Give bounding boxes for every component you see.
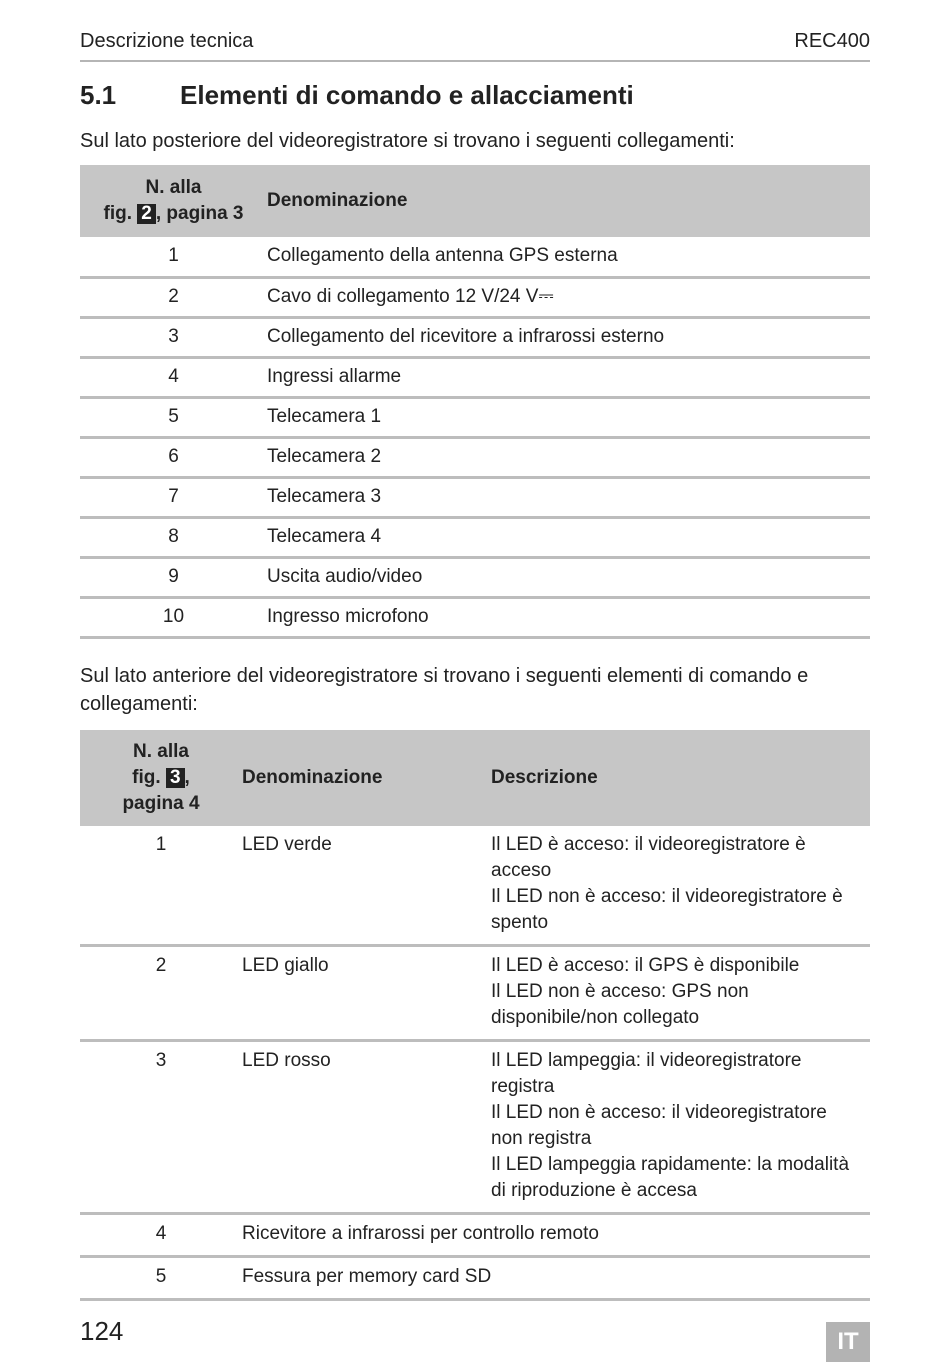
row-number: 2 bbox=[80, 946, 242, 1041]
col-header-number: N. alla fig. 3 , pagina 4 bbox=[80, 730, 242, 826]
table-row bbox=[80, 477, 870, 517]
table-row bbox=[80, 1041, 870, 1214]
col-header-description: Descrizione bbox=[491, 730, 870, 826]
table-row bbox=[80, 1257, 870, 1300]
row-number: 5 bbox=[80, 397, 267, 437]
row-number: 9 bbox=[80, 557, 267, 597]
row-name: Fessura per memory card SD bbox=[242, 1257, 870, 1300]
table-row bbox=[80, 237, 870, 277]
row-number: 7 bbox=[80, 477, 267, 517]
rear-connections-table bbox=[80, 165, 870, 639]
row-name: Telecamera 3 bbox=[267, 477, 870, 517]
row-name: Telecamera 2 bbox=[267, 437, 870, 477]
row-number: 8 bbox=[80, 517, 267, 557]
front-controls-table bbox=[80, 730, 870, 1301]
row-number: 5 bbox=[80, 1257, 242, 1300]
running-header-right: REC400 bbox=[794, 30, 870, 52]
row-number: 3 bbox=[80, 1041, 242, 1214]
col-header-name: Denominazione bbox=[267, 165, 870, 237]
row-name: Telecamera 1 bbox=[267, 397, 870, 437]
table-row bbox=[80, 437, 870, 477]
row-number: 4 bbox=[80, 357, 267, 397]
description-line: Il LED lampeggia: il videoregistratore registra bbox=[491, 1050, 802, 1097]
row-description bbox=[491, 826, 870, 946]
row-name: Ingressi allarme bbox=[267, 357, 870, 397]
table-row bbox=[80, 317, 870, 357]
row-description bbox=[491, 946, 870, 1041]
description-line: Il LED non è acceso: GPS non disponibile/non collegato bbox=[491, 981, 749, 1028]
description-line: Il LED non è acceso: il videoregistratore è spento bbox=[491, 886, 843, 933]
row-number: 2 bbox=[80, 277, 267, 317]
row-name: LED rosso bbox=[242, 1041, 491, 1214]
row-description bbox=[491, 1041, 870, 1214]
row-name: Collegamento della antenna GPS esterna bbox=[267, 237, 870, 277]
figure-badge: 2 bbox=[137, 204, 156, 224]
table-row bbox=[80, 517, 870, 557]
intro-rear: Sul lato posteriore del videoregistratore si trovano i seguenti collegamenti: bbox=[80, 130, 735, 152]
description-line: Il LED è acceso: il GPS è disponibile bbox=[491, 955, 800, 976]
row-number: 3 bbox=[80, 317, 267, 357]
row-name: Telecamera 4 bbox=[267, 517, 870, 557]
table-row bbox=[80, 557, 870, 597]
language-badge: IT bbox=[826, 1322, 870, 1362]
table-row bbox=[80, 597, 870, 637]
col-header-name: Denominazione bbox=[242, 730, 491, 826]
intro-front: Sul lato anteriore del videoregistratore si trovano i seguenti elementi di comando e collegamenti: bbox=[80, 665, 809, 715]
description-line: Il LED lampeggia rapidamente: la modalità di riproduzione è accesa bbox=[491, 1154, 850, 1201]
page-number: 124 bbox=[80, 1316, 124, 1346]
row-name: LED verde bbox=[242, 826, 491, 946]
row-name: Uscita audio/video bbox=[267, 557, 870, 597]
row-number: 4 bbox=[80, 1214, 242, 1257]
table-row bbox=[80, 946, 870, 1041]
row-name: Cavo di collegamento 12 V/24 V⎓ bbox=[267, 277, 870, 317]
table-row bbox=[80, 397, 870, 437]
row-number: 1 bbox=[80, 826, 242, 946]
running-header-left: Descrizione tecnica bbox=[80, 30, 254, 52]
col-header-number: N. alla fig. 2 , pagina 3 bbox=[80, 165, 267, 237]
row-name: Collegamento del ricevitore a infrarossi esterno bbox=[267, 317, 870, 357]
row-number: 10 bbox=[80, 597, 267, 637]
figure-badge: 3 bbox=[166, 768, 185, 788]
description-line: Il LED non è acceso: il videoregistratore non registra bbox=[491, 1102, 827, 1149]
row-name: Ricevitore a infrarossi per controllo remoto bbox=[242, 1214, 870, 1257]
section-title: Elementi di comando e allacciamenti bbox=[180, 80, 634, 110]
table-row bbox=[80, 277, 870, 317]
row-name: Ingresso microfono bbox=[267, 597, 870, 637]
description-line: Il LED è acceso: il videoregistratore è acceso bbox=[491, 834, 806, 881]
row-number: 6 bbox=[80, 437, 267, 477]
section-number: 5.1 bbox=[80, 80, 117, 110]
header-rule bbox=[80, 60, 870, 62]
table-row bbox=[80, 826, 870, 946]
table-row bbox=[80, 357, 870, 397]
row-name: LED giallo bbox=[242, 946, 491, 1041]
table-row bbox=[80, 1214, 870, 1257]
row-number: 1 bbox=[80, 237, 267, 277]
